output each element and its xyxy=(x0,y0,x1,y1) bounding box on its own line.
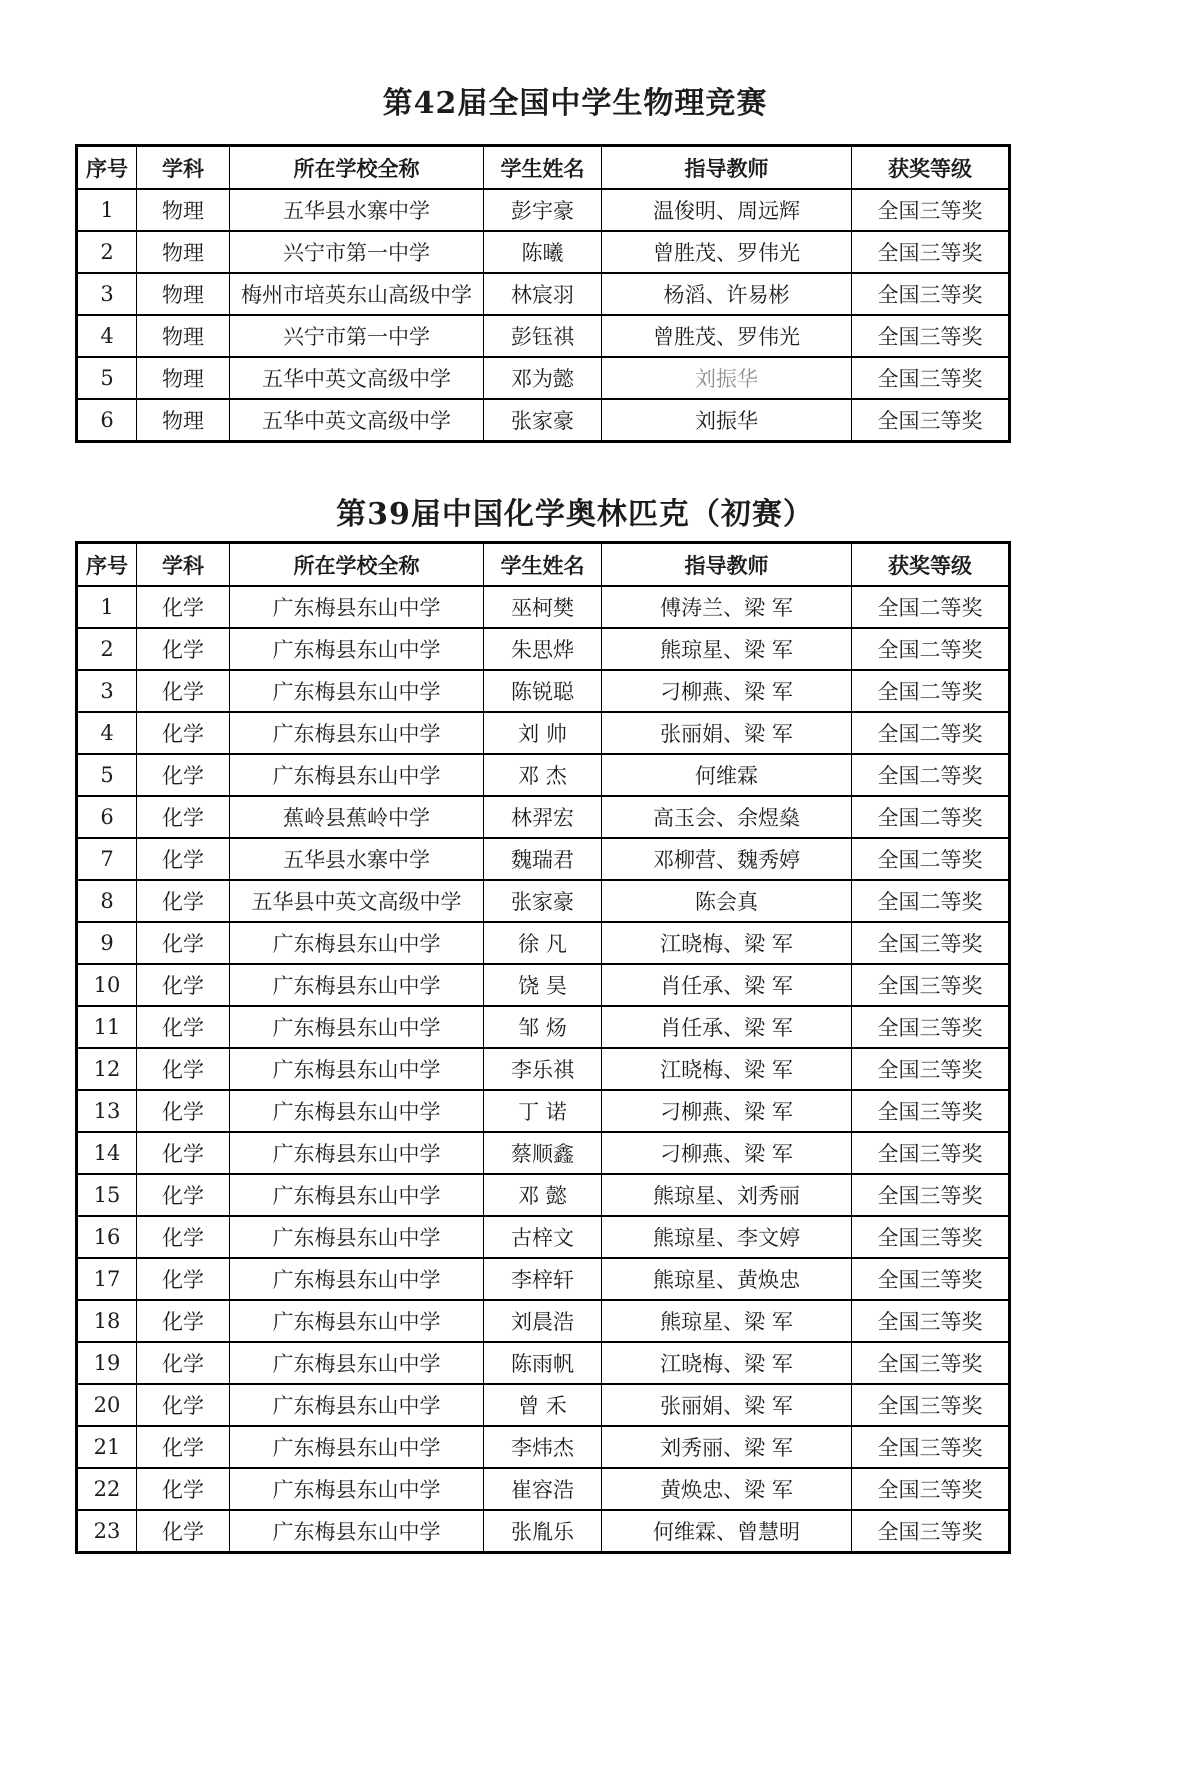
table-row xyxy=(77,754,1010,796)
cell-award-level: 全国二等奖 xyxy=(852,880,1010,922)
cell-award-level: 全国三等奖 xyxy=(852,1300,1010,1342)
cell-subject: 化学 xyxy=(137,628,230,670)
cell-index: 9 xyxy=(77,922,137,964)
table-row xyxy=(77,399,1010,442)
cell-school-name: 广东梅县东山中学 xyxy=(230,1258,484,1300)
cell-student-name: 李梓轩 xyxy=(484,1258,602,1300)
cell-teachers: 刘秀丽、梁 军 xyxy=(602,1426,852,1468)
physics-table-wrapper xyxy=(75,144,1190,443)
column-header-subject: 学科 xyxy=(137,543,230,587)
cell-award-level: 全国三等奖 xyxy=(852,273,1010,315)
cell-index: 21 xyxy=(77,1426,137,1468)
cell-subject: 化学 xyxy=(137,1006,230,1048)
cell-subject: 化学 xyxy=(137,1426,230,1468)
cell-teachers: 杨滔、许易彬 xyxy=(602,273,852,315)
cell-award-level: 全国三等奖 xyxy=(852,964,1010,1006)
cell-index: 4 xyxy=(77,712,137,754)
cell-award-level: 全国三等奖 xyxy=(852,1216,1010,1258)
cell-subject: 化学 xyxy=(137,586,230,628)
cell-teachers: 傅涛兰、梁 军 xyxy=(602,586,852,628)
cell-index: 2 xyxy=(77,231,137,273)
cell-teachers: 刁柳燕、梁 军 xyxy=(602,1090,852,1132)
cell-award-level: 全国三等奖 xyxy=(852,1258,1010,1300)
column-header-student-name: 学生姓名 xyxy=(484,146,602,190)
cell-teachers: 刁柳燕、梁 军 xyxy=(602,1132,852,1174)
table-row xyxy=(77,1300,1010,1342)
cell-award-level: 全国三等奖 xyxy=(852,357,1010,399)
table-row xyxy=(77,231,1010,273)
table-row xyxy=(77,1132,1010,1174)
cell-student-name: 陈锐聪 xyxy=(484,670,602,712)
cell-index: 4 xyxy=(77,315,137,357)
table-row xyxy=(77,712,1010,754)
cell-teachers: 熊琼星、李文婷 xyxy=(602,1216,852,1258)
cell-school-name: 五华中英文高级中学 xyxy=(230,357,484,399)
cell-teachers: 曾胜茂、罗伟光 xyxy=(602,315,852,357)
cell-index: 12 xyxy=(77,1048,137,1090)
cell-teachers: 熊琼星、刘秀丽 xyxy=(602,1174,852,1216)
cell-award-level: 全国三等奖 xyxy=(852,399,1010,442)
cell-school-name: 五华县中英文高级中学 xyxy=(230,880,484,922)
cell-school-name: 广东梅县东山中学 xyxy=(230,922,484,964)
cell-school-name: 兴宁市第一中学 xyxy=(230,315,484,357)
physics-competition-section xyxy=(0,84,1190,443)
table-row xyxy=(77,670,1010,712)
cell-school-name: 广东梅县东山中学 xyxy=(230,754,484,796)
cell-subject: 物理 xyxy=(137,273,230,315)
table-row xyxy=(77,1258,1010,1300)
cell-award-level: 全国二等奖 xyxy=(852,712,1010,754)
column-header-student-name: 学生姓名 xyxy=(484,543,602,587)
cell-index: 5 xyxy=(77,754,137,796)
cell-subject: 化学 xyxy=(137,796,230,838)
cell-index: 11 xyxy=(77,1006,137,1048)
cell-student-name: 张家豪 xyxy=(484,399,602,442)
cell-index: 23 xyxy=(77,1510,137,1553)
cell-school-name: 五华中英文高级中学 xyxy=(230,399,484,442)
chemistry-table-wrapper xyxy=(75,541,1190,1554)
cell-student-name: 邓 杰 xyxy=(484,754,602,796)
cell-teachers: 肖任承、梁 军 xyxy=(602,964,852,1006)
cell-subject: 物理 xyxy=(137,189,230,231)
cell-school-name: 广东梅县东山中学 xyxy=(230,670,484,712)
column-header-index: 序号 xyxy=(77,543,137,587)
cell-index: 6 xyxy=(77,796,137,838)
cell-index: 22 xyxy=(77,1468,137,1510)
cell-index: 20 xyxy=(77,1384,137,1426)
cell-school-name: 五华县水寨中学 xyxy=(230,838,484,880)
cell-school-name: 广东梅县东山中学 xyxy=(230,1342,484,1384)
cell-school-name: 广东梅县东山中学 xyxy=(230,1384,484,1426)
cell-student-name: 李炜杰 xyxy=(484,1426,602,1468)
cell-teachers: 黄焕忠、梁 军 xyxy=(602,1468,852,1510)
cell-student-name: 邹 炀 xyxy=(484,1006,602,1048)
cell-teachers: 何维霖 xyxy=(602,754,852,796)
cell-student-name: 蔡顺鑫 xyxy=(484,1132,602,1174)
cell-student-name: 邓 懿 xyxy=(484,1174,602,1216)
cell-school-name: 广东梅县东山中学 xyxy=(230,1174,484,1216)
cell-subject: 物理 xyxy=(137,315,230,357)
cell-subject: 化学 xyxy=(137,1132,230,1174)
cell-subject: 化学 xyxy=(137,1174,230,1216)
chemistry-olympiad-section xyxy=(0,495,1190,1554)
table-row xyxy=(77,1468,1010,1510)
table-row xyxy=(77,273,1010,315)
table-row xyxy=(77,1510,1010,1553)
cell-school-name: 广东梅县东山中学 xyxy=(230,1468,484,1510)
cell-school-name: 广东梅县东山中学 xyxy=(230,1048,484,1090)
cell-school-name: 广东梅县东山中学 xyxy=(230,712,484,754)
cell-teachers: 熊琼星、黄焕忠 xyxy=(602,1258,852,1300)
cell-award-level: 全国二等奖 xyxy=(852,838,1010,880)
cell-student-name: 张胤乐 xyxy=(484,1510,602,1553)
cell-award-level: 全国三等奖 xyxy=(852,1342,1010,1384)
cell-student-name: 李乐祺 xyxy=(484,1048,602,1090)
table-row xyxy=(77,189,1010,231)
cell-student-name: 陈曦 xyxy=(484,231,602,273)
cell-index: 3 xyxy=(77,273,137,315)
chemistry-section-title: 第39届中国化学奥林匹克（初赛） xyxy=(336,497,814,532)
cell-subject: 化学 xyxy=(137,1510,230,1553)
cell-school-name: 五华县水寨中学 xyxy=(230,189,484,231)
cell-student-name: 饶 昊 xyxy=(484,964,602,1006)
cell-index: 1 xyxy=(77,586,137,628)
cell-award-level: 全国三等奖 xyxy=(852,315,1010,357)
cell-school-name: 广东梅县东山中学 xyxy=(230,586,484,628)
column-header-award-level: 获奖等级 xyxy=(852,146,1010,190)
cell-school-name: 广东梅县东山中学 xyxy=(230,1090,484,1132)
cell-school-name: 梅州市培英东山高级中学 xyxy=(230,273,484,315)
cell-index: 8 xyxy=(77,880,137,922)
column-header-school-name: 所在学校全称 xyxy=(230,146,484,190)
cell-index: 7 xyxy=(77,838,137,880)
cell-subject: 化学 xyxy=(137,880,230,922)
column-header-teachers: 指导教师 xyxy=(602,146,852,190)
cell-teachers: 熊琼星、梁 军 xyxy=(602,1300,852,1342)
column-header-index: 序号 xyxy=(77,146,137,190)
cell-school-name: 广东梅县东山中学 xyxy=(230,1216,484,1258)
cell-index: 16 xyxy=(77,1216,137,1258)
cell-student-name: 魏瑞君 xyxy=(484,838,602,880)
cell-teachers: 刁柳燕、梁 军 xyxy=(602,670,852,712)
cell-index: 19 xyxy=(77,1342,137,1384)
cell-teachers: 陈会真 xyxy=(602,880,852,922)
cell-subject: 化学 xyxy=(137,1468,230,1510)
cell-award-level: 全国二等奖 xyxy=(852,796,1010,838)
cell-index: 5 xyxy=(77,357,137,399)
header-row xyxy=(77,146,1010,190)
cell-teachers: 温俊明、周远辉 xyxy=(602,189,852,231)
cell-index: 15 xyxy=(77,1174,137,1216)
cell-student-name: 朱思烨 xyxy=(484,628,602,670)
column-header-subject: 学科 xyxy=(137,146,230,190)
cell-teachers: 熊琼星、梁 军 xyxy=(602,628,852,670)
table-row xyxy=(77,1048,1010,1090)
column-header-award-level: 获奖等级 xyxy=(852,543,1010,587)
cell-teachers: 何维霖、曾慧明 xyxy=(602,1510,852,1553)
table-row xyxy=(77,1342,1010,1384)
table-row xyxy=(77,880,1010,922)
table-row xyxy=(77,586,1010,628)
cell-subject: 化学 xyxy=(137,1258,230,1300)
cell-award-level: 全国二等奖 xyxy=(852,628,1010,670)
physics-section-title: 第42届全国中学生物理竞赛 xyxy=(382,86,768,121)
cell-award-level: 全国三等奖 xyxy=(852,1468,1010,1510)
cell-school-name: 兴宁市第一中学 xyxy=(230,231,484,273)
cell-award-level: 全国三等奖 xyxy=(852,1132,1010,1174)
cell-student-name: 丁 诺 xyxy=(484,1090,602,1132)
cell-award-level: 全国三等奖 xyxy=(852,1048,1010,1090)
cell-teachers: 刘振华 xyxy=(602,399,852,442)
cell-student-name: 张家豪 xyxy=(484,880,602,922)
cell-student-name: 古梓文 xyxy=(484,1216,602,1258)
cell-subject: 化学 xyxy=(137,1342,230,1384)
cell-award-level: 全国三等奖 xyxy=(852,1384,1010,1426)
cell-award-level: 全国三等奖 xyxy=(852,189,1010,231)
table-row xyxy=(77,838,1010,880)
cell-teachers: 江晓梅、梁 军 xyxy=(602,1342,852,1384)
column-header-school-name: 所在学校全称 xyxy=(230,543,484,587)
cell-teachers: 江晓梅、梁 军 xyxy=(602,922,852,964)
cell-subject: 化学 xyxy=(137,754,230,796)
cell-award-level: 全国三等奖 xyxy=(852,231,1010,273)
cell-award-level: 全国三等奖 xyxy=(852,1510,1010,1553)
cell-award-level: 全国三等奖 xyxy=(852,922,1010,964)
cell-index: 1 xyxy=(77,189,137,231)
cell-award-level: 全国三等奖 xyxy=(852,1174,1010,1216)
cell-subject: 化学 xyxy=(137,1384,230,1426)
cell-student-name: 巫柯樊 xyxy=(484,586,602,628)
cell-award-level: 全国二等奖 xyxy=(852,754,1010,796)
cell-teachers: 曾胜茂、罗伟光 xyxy=(602,231,852,273)
cell-student-name: 崔容浩 xyxy=(484,1468,602,1510)
chemistry-awards-table xyxy=(75,541,1011,1554)
document-page xyxy=(0,84,1190,1554)
table-row xyxy=(77,1384,1010,1426)
cell-student-name: 刘晨浩 xyxy=(484,1300,602,1342)
table-row xyxy=(77,628,1010,670)
cell-award-level: 全国三等奖 xyxy=(852,1090,1010,1132)
cell-index: 14 xyxy=(77,1132,137,1174)
cell-teachers: 高玉会、余煜燊 xyxy=(602,796,852,838)
cell-subject: 物理 xyxy=(137,399,230,442)
cell-subject: 化学 xyxy=(137,1090,230,1132)
cell-school-name: 广东梅县东山中学 xyxy=(230,1300,484,1342)
cell-subject: 化学 xyxy=(137,1216,230,1258)
cell-student-name: 林宸羽 xyxy=(484,273,602,315)
table-row xyxy=(77,315,1010,357)
physics-awards-table xyxy=(75,144,1011,443)
cell-student-name: 刘 帅 xyxy=(484,712,602,754)
header-row xyxy=(77,543,1010,587)
cell-award-level: 全国三等奖 xyxy=(852,1006,1010,1048)
cell-index: 13 xyxy=(77,1090,137,1132)
table-row xyxy=(77,796,1010,838)
table-row xyxy=(77,964,1010,1006)
cell-subject: 化学 xyxy=(137,964,230,1006)
table-row xyxy=(77,1426,1010,1468)
cell-school-name: 广东梅县东山中学 xyxy=(230,1510,484,1553)
cell-school-name: 广东梅县东山中学 xyxy=(230,964,484,1006)
cell-index: 17 xyxy=(77,1258,137,1300)
cell-index: 3 xyxy=(77,670,137,712)
cell-index: 10 xyxy=(77,964,137,1006)
cell-subject: 化学 xyxy=(137,922,230,964)
cell-teachers: 江晓梅、梁 军 xyxy=(602,1048,852,1090)
cell-student-name: 徐 凡 xyxy=(484,922,602,964)
cell-school-name: 广东梅县东山中学 xyxy=(230,628,484,670)
cell-student-name: 彭钰祺 xyxy=(484,315,602,357)
cell-subject: 化学 xyxy=(137,838,230,880)
cell-student-name: 邓为懿 xyxy=(484,357,602,399)
cell-index: 2 xyxy=(77,628,137,670)
cell-school-name: 广东梅县东山中学 xyxy=(230,1006,484,1048)
table-row xyxy=(77,357,1010,399)
cell-index: 18 xyxy=(77,1300,137,1342)
table-row xyxy=(77,1174,1010,1216)
cell-subject: 化学 xyxy=(137,1300,230,1342)
cell-subject: 化学 xyxy=(137,712,230,754)
cell-student-name: 彭宇豪 xyxy=(484,189,602,231)
table-row xyxy=(77,922,1010,964)
cell-award-level: 全国二等奖 xyxy=(852,586,1010,628)
cell-award-level: 全国三等奖 xyxy=(852,1426,1010,1468)
cell-school-name: 广东梅县东山中学 xyxy=(230,1132,484,1174)
cell-student-name: 林羿宏 xyxy=(484,796,602,838)
cell-teachers: 张丽娟、梁 军 xyxy=(602,712,852,754)
cell-teachers: 肖任承、梁 军 xyxy=(602,1006,852,1048)
cell-subject: 物理 xyxy=(137,231,230,273)
cell-award-level: 全国二等奖 xyxy=(852,670,1010,712)
cell-teachers: 刘振华 xyxy=(602,357,852,399)
table-row xyxy=(77,1216,1010,1258)
cell-subject: 物理 xyxy=(137,357,230,399)
cell-teachers: 邓柳营、魏秀婷 xyxy=(602,838,852,880)
cell-index: 6 xyxy=(77,399,137,442)
cell-subject: 化学 xyxy=(137,1048,230,1090)
table-row xyxy=(77,1090,1010,1132)
cell-teachers: 张丽娟、梁 军 xyxy=(602,1384,852,1426)
cell-school-name: 广东梅县东山中学 xyxy=(230,1426,484,1468)
cell-subject: 化学 xyxy=(137,670,230,712)
cell-student-name: 陈雨帆 xyxy=(484,1342,602,1384)
column-header-teachers: 指导教师 xyxy=(602,543,852,587)
table-row xyxy=(77,1006,1010,1048)
cell-student-name: 曾 禾 xyxy=(484,1384,602,1426)
cell-school-name: 蕉岭县蕉岭中学 xyxy=(230,796,484,838)
